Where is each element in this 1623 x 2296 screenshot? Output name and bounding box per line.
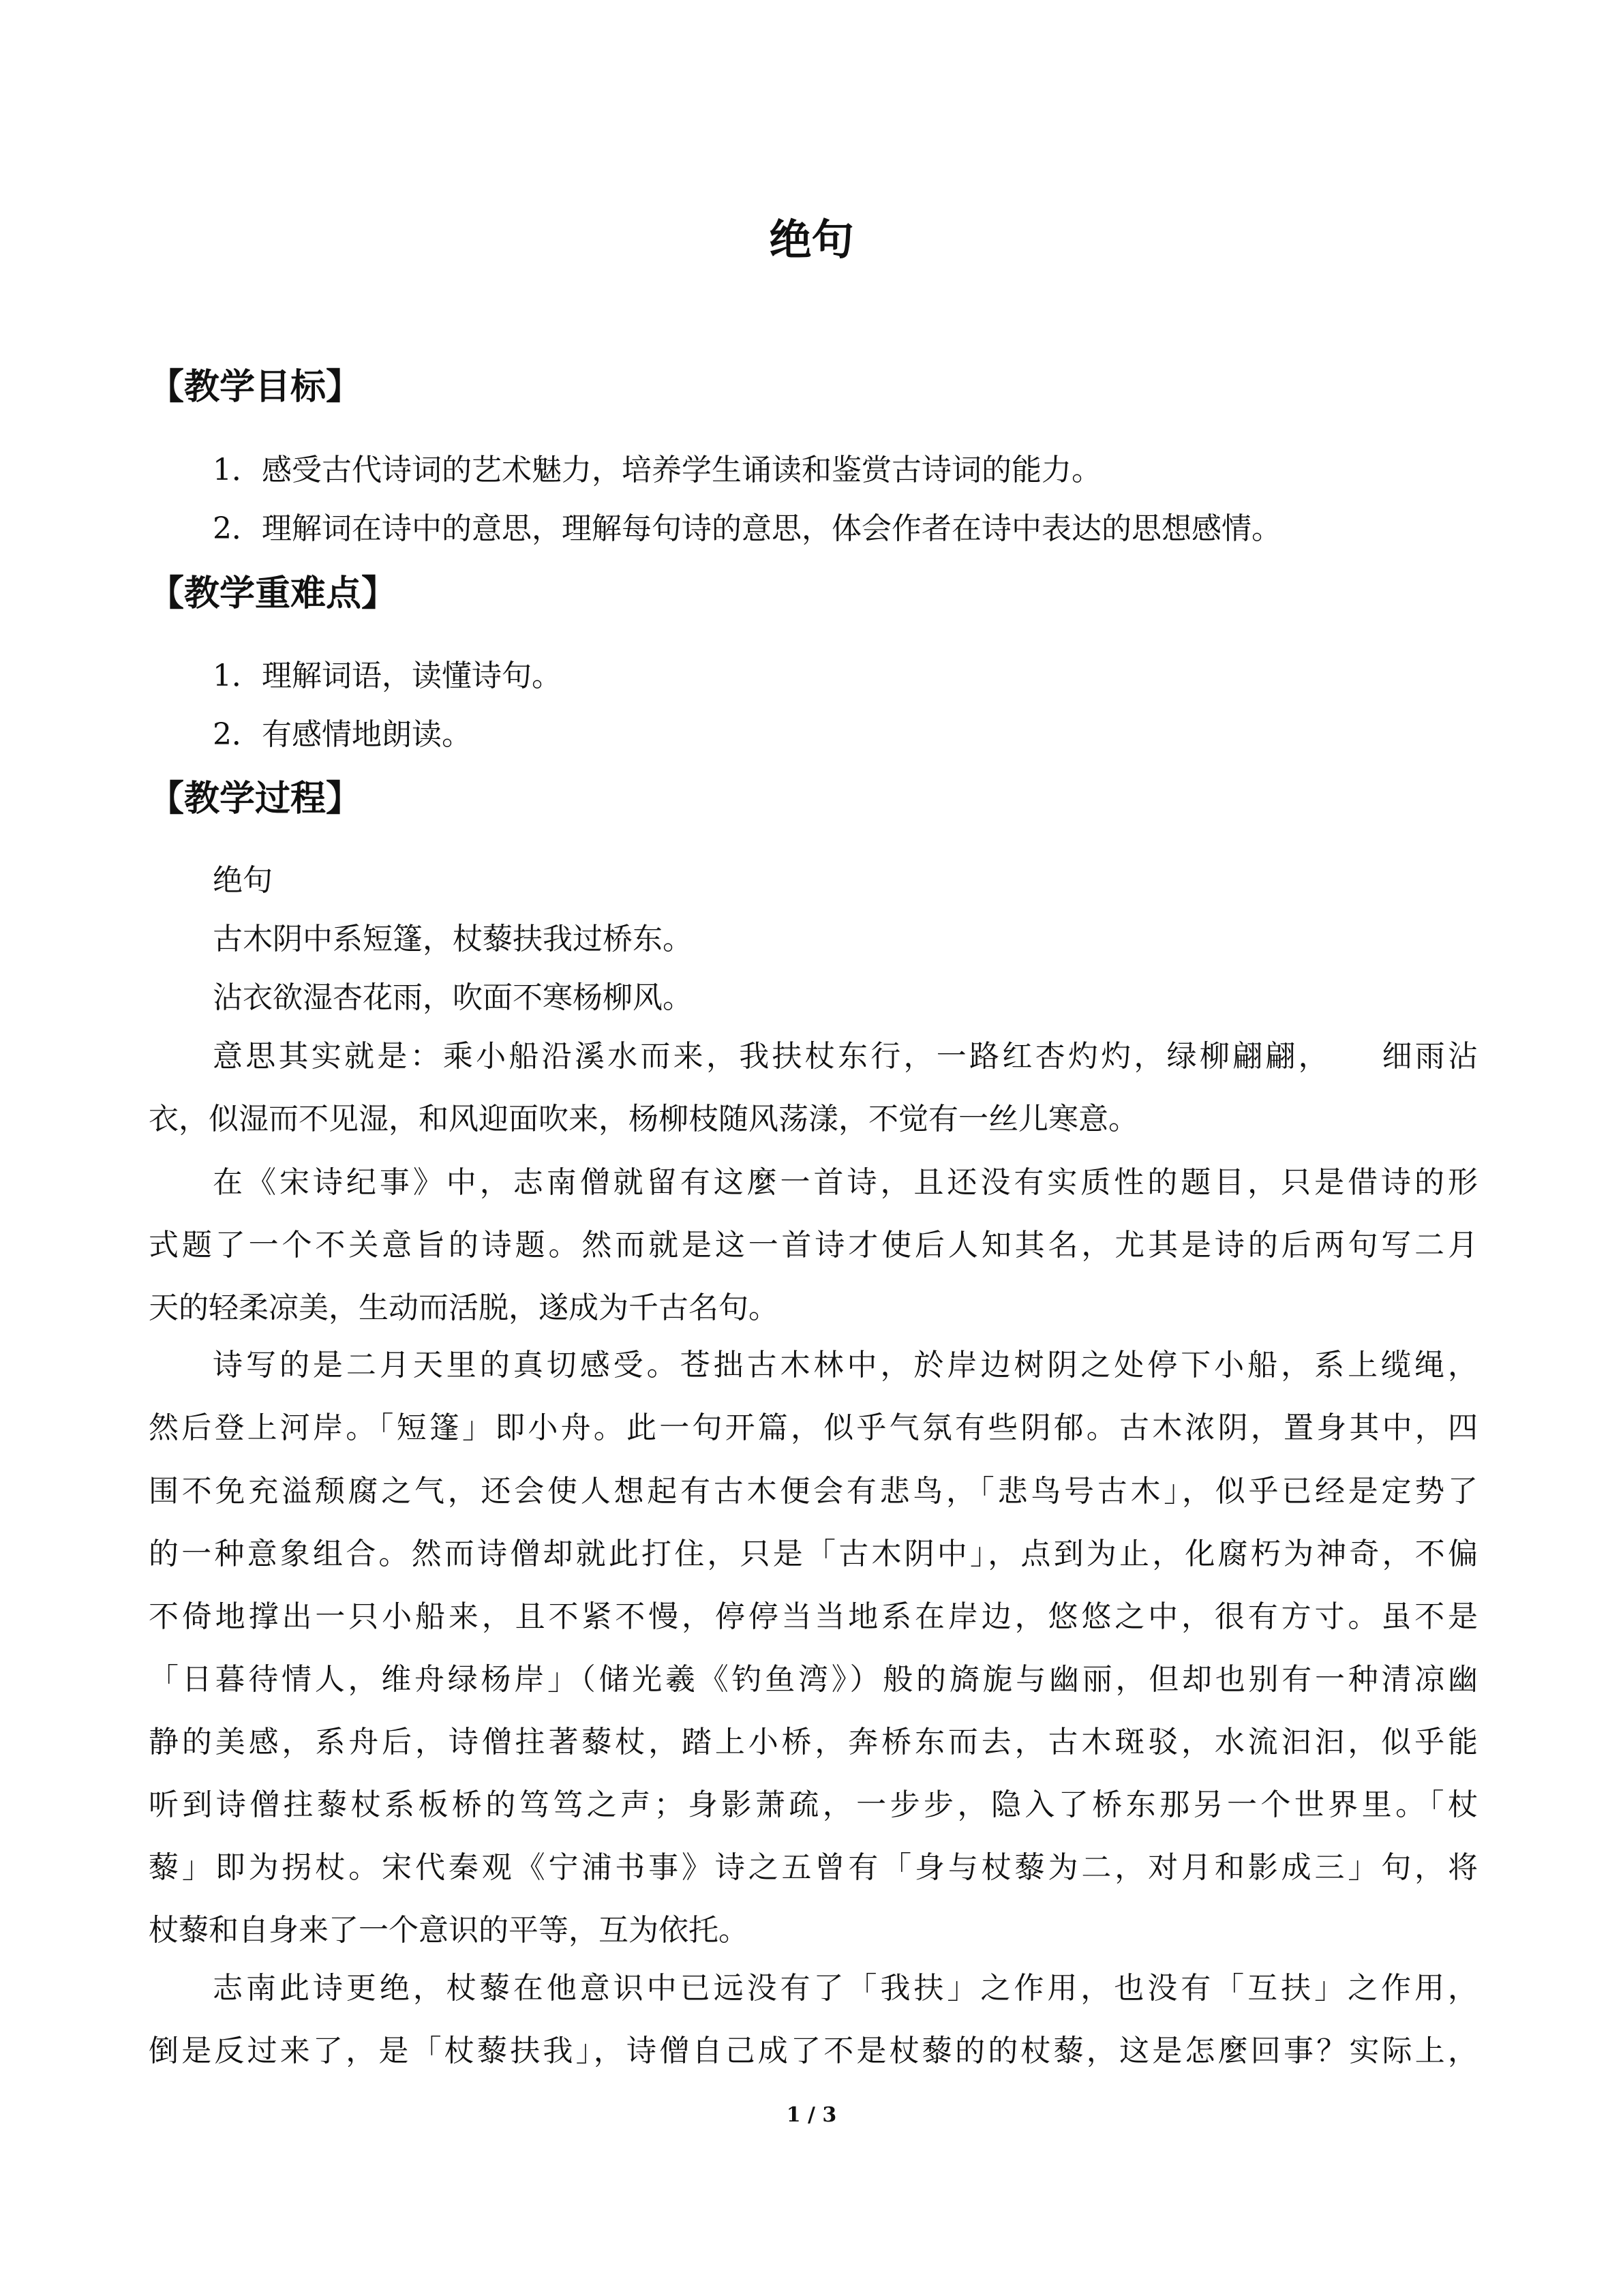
objective-item: 1．感受古代诗词的艺术魅力，培养学生诵读和鉴赏古诗词的能力。: [213, 453, 1102, 487]
paragraph-line: 的一种意象组合。然而诗僧却就此打住，只是「古木阴中」，点到为止，化腐朽为神奇，不偏: [149, 1537, 1478, 1571]
paragraph-line: 藜」即为拐杖。宋代秦观《宁浦书事》诗之五曾有「身与杖藜为二，对月和影成三」句，将: [149, 1850, 1478, 1885]
section-heading-objectives: 【教学目标】: [149, 367, 362, 408]
paragraph-line: 「日暮待情人，维舟绿杨岸」（储光羲《钓鱼湾》）般的旖旎与幽丽，但却也别有一种清凉幽: [149, 1662, 1478, 1697]
paragraph-line: 式题了一个不关意旨的诗题。然而就是这一首诗才使后人知其名，尤其是诗的后两句写二月: [149, 1228, 1478, 1263]
poem-title: 绝句: [213, 863, 273, 898]
key-point-item: 2．有感情地朗读。: [213, 717, 472, 752]
paragraph-line: 在《宋诗纪事》中，志南僧就留有这麼一首诗，且还没有实质性的题目，只是借诗的形: [213, 1165, 1478, 1200]
objective-item: 2．理解词在诗中的意思，理解每句诗的意思，体会作者在诗中表达的思想感情。: [213, 511, 1281, 546]
paragraph-line: 倒是反过来了，是「杖藜扶我」，诗僧自己成了不是杖藜的的杖藜，这是怎麼回事？实际上，: [149, 2034, 1478, 2068]
paragraph-line: 不倚地撑出一只小船来，且不紧不慢，停停当当地系在岸边，悠悠之中，很有方寸。虽不是: [149, 1599, 1478, 1634]
paragraph-line: 志南此诗更绝，杖藜在他意识中已远没有了「我扶」之作用，也没有「互扶」之作用，: [213, 1971, 1478, 2006]
paragraph-line: 衣，似湿而不见湿，和风迎面吹来，杨柳枝随风荡漾，不觉有一丝儿寒意。: [149, 1102, 1138, 1136]
paragraph-line: 静的美感，系舟后，诗僧拄著藜杖，踏上小桥，奔桥东而去，古木斑驳，水流汩汩，似乎能: [149, 1725, 1478, 1759]
page-title: 绝句: [769, 215, 854, 265]
paragraph-line: 听到诗僧拄藜杖系板桥的笃笃之声；身影萧疏，一步步，隐入了桥东那另一个世界里。「杖: [149, 1787, 1478, 1822]
paragraph-line: 意思其实就是：乘小船沿溪水而来，我扶杖东行，一路红杏灼灼，绿柳翩翩， 细雨沾: [213, 1039, 1478, 1074]
section-heading-key-points: 【教学重难点】: [149, 573, 397, 614]
key-point-item: 1．理解词语，读懂诗句。: [213, 659, 562, 693]
paragraph-line: 天的轻柔凉美，生动而活脱，遂成为千古名句。: [149, 1290, 778, 1325]
poem-line: 古木阴中系短篷，杖藜扶我过桥东。: [213, 922, 693, 956]
paragraph-line: 诗写的是二月天里的真切感受。苍拙古木林中，於岸边树阴之处停下小船，系上缆绳，: [213, 1348, 1478, 1383]
poem-line: 沾衣欲湿杏花雨，吹面不寒杨柳风。: [213, 980, 693, 1015]
section-heading-process: 【教学过程】: [149, 779, 362, 819]
paragraph-line: 杖藜和自身来了一个意识的平等，互为依托。: [149, 1913, 748, 1948]
paragraph-line: 围不免充溢颓腐之气，还会使人想起有古木便会有悲鸟，「悲鸟号古木」，似乎已经是定势了: [149, 1474, 1478, 1509]
page-number: 1 / 3: [786, 2103, 837, 2127]
paragraph-line: 然后登上河岸。「短篷」即小舟。此一句开篇，似乎气氛有些阴郁。古木浓阴，置身其中，四: [149, 1410, 1478, 1445]
